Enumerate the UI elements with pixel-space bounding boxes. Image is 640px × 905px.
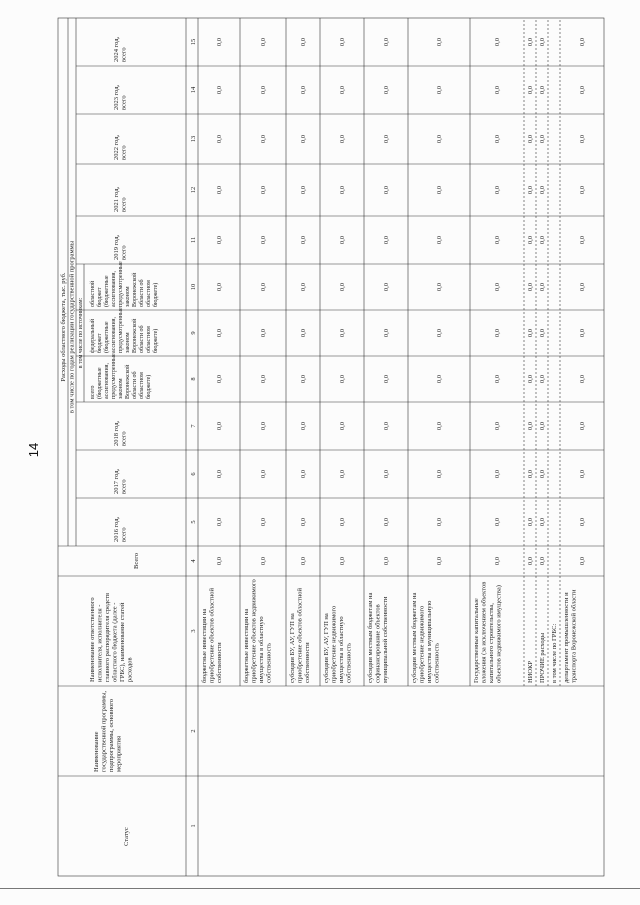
header-2016: 2016 год,всего	[113, 516, 128, 542]
cell-value: 0,0	[383, 37, 390, 47]
cell-value: 0,0	[579, 469, 586, 479]
column-number: 6	[190, 472, 197, 476]
cell-value: 0,0	[436, 134, 443, 144]
cell-value: 0,0	[539, 421, 546, 431]
cell-value: 0,0	[436, 37, 443, 47]
row-label: Государственные капитальныевложения (за исключением объектовкапитального строительства,объектов недвижимого имущества)	[473, 581, 503, 683]
cell-value: 0,0	[436, 374, 443, 384]
column-number: 2	[190, 729, 197, 733]
row-label: бюджетные инвестиции наприобретение объектов областнойсобственности	[201, 588, 223, 683]
cell-value: 0,0	[339, 374, 346, 384]
cell-value: 0,0	[339, 282, 346, 292]
cell-value: 0,0	[436, 328, 443, 338]
cell-value: 0,0	[436, 556, 443, 566]
cell-value: 0,0	[579, 235, 586, 245]
header-2019: 2019 год,всего	[113, 234, 128, 260]
cell-value: 0,0	[579, 421, 586, 431]
cell-value: 0,0	[216, 235, 223, 245]
column-number: 1	[190, 824, 197, 828]
cell-value: 0,0	[527, 37, 534, 47]
row-label: в том числе по ГРБС:	[551, 623, 558, 683]
cell-value: 0,0	[539, 517, 546, 527]
cell-value: 0,0	[300, 185, 307, 195]
cell-value: 0,0	[383, 134, 390, 144]
cell-value: 0,0	[539, 282, 546, 292]
cell-value: 0,0	[383, 469, 390, 479]
cell-value: 0,0	[527, 134, 534, 144]
cell-value: 0,0	[339, 469, 346, 479]
cell-value: 0,0	[579, 282, 586, 292]
cell-value: 0,0	[527, 85, 534, 95]
cell-value: 0,0	[494, 282, 501, 292]
cell-value: 0,0	[494, 235, 501, 245]
cell-value: 0,0	[300, 235, 307, 245]
header-2017: 2017 год,всего	[113, 468, 128, 494]
cell-value: 0,0	[300, 134, 307, 144]
row-label: субсидии местным бюджетам наприобретение недвижимогоимущества в муниципальнуюсобственность	[411, 592, 441, 683]
cell-value: 0,0	[539, 235, 546, 245]
header-total: Всего	[133, 553, 140, 569]
cell-value: 0,0	[494, 374, 501, 384]
cell-value: 0,0	[436, 517, 443, 527]
cell-value: 0,0	[383, 421, 390, 431]
cell-value: 0,0	[539, 37, 546, 47]
header-grbs: Наименование ответственногоисполнителя, исполнителя -главного распорядителя средствобластного бюджета (далее -ГРБС), наименование статейрасходов	[89, 592, 134, 682]
cell-value: 0,0	[436, 185, 443, 195]
cell-value: 0,0	[436, 469, 443, 479]
cell-value: 0,0	[339, 85, 346, 95]
cell-value: 0,0	[539, 134, 546, 144]
cell-value: 0,0	[494, 517, 501, 527]
cell-value: 0,0	[383, 185, 390, 195]
cell-value: 0,0	[260, 374, 267, 384]
row-label: департамент промышленности итранспорта Воронежской области	[563, 589, 578, 683]
cell-value: 0,0	[494, 185, 501, 195]
cell-value: 0,0	[527, 235, 534, 245]
cell-value: 0,0	[494, 85, 501, 95]
cell-value: 0,0	[383, 282, 390, 292]
header-sources: в том числе по источникам:	[78, 297, 84, 369]
cell-value: 0,0	[260, 37, 267, 47]
cell-value: 0,0	[527, 185, 534, 195]
cell-value: 0,0	[579, 328, 586, 338]
page-number: 14	[26, 442, 41, 458]
cell-value: 0,0	[527, 374, 534, 384]
cell-value: 0,0	[339, 185, 346, 195]
cell-value: 0,0	[383, 85, 390, 95]
row-label: НИОКР	[527, 660, 534, 683]
cell-value: 0,0	[339, 517, 346, 527]
cell-value: 0,0	[383, 328, 390, 338]
cell-value: 0,0	[494, 134, 501, 144]
cell-value: 0,0	[216, 134, 223, 144]
cell-value: 0,0	[579, 517, 586, 527]
row-label: субсидии БУ, АУ, ГУП наприобретение объектов областнойсобственности	[289, 588, 311, 683]
row-label: субсидии БУ, АУ, ГУП наприобретение недвижимогоимущества в областнуюсобственность	[323, 605, 353, 683]
cell-value: 0,0	[300, 282, 307, 292]
cell-value: 0,0	[527, 282, 534, 292]
column-number: 3	[190, 629, 197, 633]
header-col8: всего(бюджетныеассигнования,предусмотренныезакономВоронежскойобласти обобластномбюджете)	[90, 353, 152, 399]
cell-value: 0,0	[216, 37, 223, 47]
cell-value: 0,0	[436, 235, 443, 245]
cell-value: 0,0	[260, 235, 267, 245]
cell-value: 0,0	[260, 328, 267, 338]
cell-value: 0,0	[300, 556, 307, 566]
cell-value: 0,0	[527, 517, 534, 527]
cell-value: 0,0	[260, 556, 267, 566]
cell-value: 0,0	[216, 517, 223, 527]
cell-value: 0,0	[260, 85, 267, 95]
cell-value: 0,0	[579, 134, 586, 144]
cell-value: 0,0	[579, 37, 586, 47]
cell-value: 0,0	[527, 421, 534, 431]
cell-value: 0,0	[579, 185, 586, 195]
cell-value: 0,0	[339, 421, 346, 431]
cell-value: 0,0	[383, 374, 390, 384]
cell-value: 0,0	[494, 421, 501, 431]
column-number: 15	[190, 38, 197, 46]
header-col10: областнойбюджет(бюджетныеассигнования,предусмотренныезакономВоронежскойобласти обобластномбюджете)	[90, 261, 159, 307]
cell-value: 0,0	[216, 556, 223, 566]
cell-value: 0,0	[539, 328, 546, 338]
cell-value: 0,0	[300, 328, 307, 338]
cell-value: 0,0	[300, 85, 307, 95]
cell-value: 0,0	[383, 517, 390, 527]
cell-value: 0,0	[494, 328, 501, 338]
cell-value: 0,0	[527, 556, 534, 566]
row-label: бюджетные инвестиции наприобретение объектов недвижимогоимущества в областнуюсобственность	[243, 579, 273, 683]
cell-value: 0,0	[579, 85, 586, 95]
cell-value: 0,0	[579, 374, 586, 384]
column-number: 7	[190, 424, 197, 428]
header-top: Расходы областного бюджета, тыс. руб.	[60, 272, 67, 382]
cell-value: 0,0	[339, 556, 346, 566]
cell-value: 0,0	[579, 556, 586, 566]
header-2022: 2022 год,всего	[113, 134, 128, 160]
cell-value: 0,0	[216, 328, 223, 338]
cell-value: 0,0	[539, 185, 546, 195]
cell-value: 0,0	[339, 134, 346, 144]
column-number: 4	[190, 559, 197, 563]
cell-value: 0,0	[494, 556, 501, 566]
cell-value: 0,0	[216, 85, 223, 95]
cell-value: 0,0	[436, 85, 443, 95]
column-number: 13	[190, 135, 197, 143]
cell-value: 0,0	[339, 235, 346, 245]
header-program: Наименованиегосударственной программы,подпрограммы, основногомероприятия	[93, 691, 123, 772]
cell-value: 0,0	[527, 328, 534, 338]
column-number: 11	[190, 236, 197, 244]
column-number: 12	[190, 186, 197, 194]
cell-value: 0,0	[383, 235, 390, 245]
cell-value: 0,0	[260, 469, 267, 479]
row-label: субсидии местным бюджетам насофинансирование объектовмуниципальной собственности	[367, 592, 389, 683]
header-2018: 2018 год,всего	[113, 420, 128, 446]
cell-value: 0,0	[216, 374, 223, 384]
cell-value: 0,0	[216, 421, 223, 431]
cell-value: 0,0	[216, 282, 223, 292]
cell-value: 0,0	[527, 469, 534, 479]
cell-value: 0,0	[339, 37, 346, 47]
cell-value: 0,0	[436, 282, 443, 292]
row-label: ПРОЧИЕ расходы	[539, 632, 546, 683]
header-2024: 2024 год,всего	[113, 36, 128, 62]
cell-value: 0,0	[339, 328, 346, 338]
cell-value: 0,0	[300, 421, 307, 431]
cell-value: 0,0	[494, 469, 501, 479]
cell-value: 0,0	[300, 374, 307, 384]
header-2023: 2023 год,всего	[113, 84, 128, 110]
cell-value: 0,0	[260, 134, 267, 144]
cell-value: 0,0	[260, 421, 267, 431]
cell-value: 0,0	[539, 556, 546, 566]
header-2021: 2021 год,всего	[113, 186, 128, 212]
cell-value: 0,0	[260, 282, 267, 292]
cell-value: 0,0	[436, 421, 443, 431]
cell-value: 0,0	[216, 469, 223, 479]
cell-value: 0,0	[539, 374, 546, 384]
header-status: Статус	[123, 827, 130, 846]
column-number: 8	[190, 377, 197, 381]
cell-value: 0,0	[300, 37, 307, 47]
column-number: 5	[190, 520, 197, 524]
column-number: 14	[190, 86, 197, 94]
header-col9: федеральныйбюджет(бюджетныеассигнования,предусмотренныезакономВоронежскойобласти обобластномбюджете)	[90, 307, 159, 353]
cell-value: 0,0	[539, 85, 546, 95]
cell-value: 0,0	[494, 37, 501, 47]
cell-value: 0,0	[300, 517, 307, 527]
cell-value: 0,0	[300, 469, 307, 479]
cell-value: 0,0	[260, 185, 267, 195]
cell-value: 0,0	[260, 517, 267, 527]
cell-value: 0,0	[539, 469, 546, 479]
cell-value: 0,0	[383, 556, 390, 566]
column-number: 9	[190, 331, 197, 335]
column-number: 10	[190, 283, 197, 291]
cell-value: 0,0	[216, 185, 223, 195]
header-subtop: в том числе по годам реализации государственной программы	[68, 240, 76, 414]
